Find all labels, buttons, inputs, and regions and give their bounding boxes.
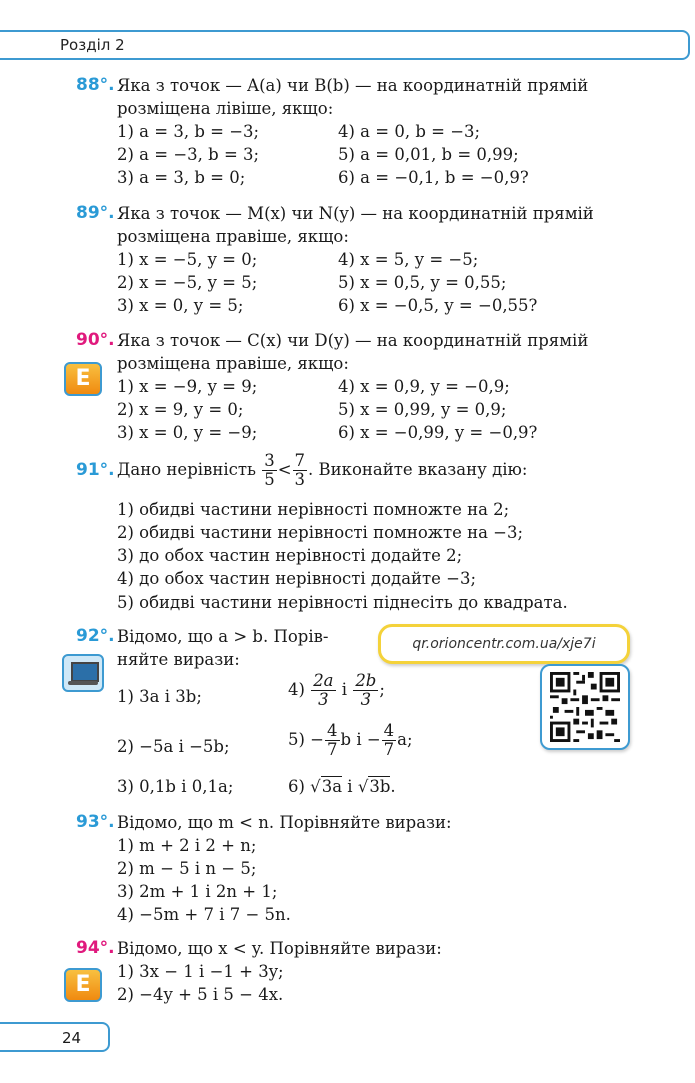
less-than-sign: <	[277, 460, 292, 479]
fraction-numerator: 7	[294, 451, 306, 470]
problem-94-item-1: 1) 3x − 1 і −1 + 3y;	[117, 962, 284, 981]
problem-number-89: 89°.	[76, 203, 115, 223]
problem-90-item-5: 5) x = 0,99, y = 0,9;	[338, 400, 507, 419]
problem-88-item-6: 6) a = −0,1, b = −0,9?	[338, 168, 529, 187]
problem-89-item-6: 6) x = −0,5, y = −0,55?	[338, 296, 538, 315]
item-end: .	[390, 777, 396, 796]
problem-90-intro-2: розміщена правіше, якщо:	[117, 354, 349, 373]
fraction-7-3	[293, 452, 308, 489]
problem-89-item-5: 5) x = 0,5, y = 0,55;	[338, 273, 507, 292]
item-end: ;	[379, 680, 385, 699]
problem-93-item-3: 3) 2m + 1 і 2n + 1;	[117, 882, 278, 901]
qr-code-icon	[549, 672, 621, 742]
item-end: a;	[397, 730, 413, 749]
problem-92-item-1: 1) 3a і 3b;	[117, 687, 202, 706]
problem-94-intro: Відомо, що x < y. Порівняйте вирази:	[117, 939, 442, 958]
fraction-4-7	[382, 722, 397, 759]
conjunction-text: і	[341, 680, 348, 699]
problem-92-intro-1: Відомо, що a > b. Порів-	[117, 627, 329, 646]
fraction-2b-3	[353, 672, 378, 709]
item-middle: і √	[342, 777, 369, 796]
problem-number-92: 92°.	[76, 626, 115, 646]
problem-92-item-3: 3) 0,1b і 0,1a;	[117, 777, 234, 796]
problem-number-88: 88°.	[76, 75, 115, 95]
problem-91-item-1: 1) обидві частини нерівності помножте на 2;	[117, 500, 510, 519]
fraction-numerator: 4	[327, 721, 338, 740]
fraction-denominator: 7	[327, 740, 338, 759]
problem-91-item-4: 4) до обох частин нерівності додайте −3;	[117, 569, 477, 588]
problem-89-item-1: 1) x = −5, y = 0;	[117, 250, 258, 269]
fraction-denominator: 5	[264, 470, 275, 489]
fraction-3-5	[262, 452, 277, 489]
problem-93-intro: Відомо, що m < n. Порівняйте вирази:	[117, 813, 452, 832]
problem-93-item-1: 1) m + 2 і 2 + n;	[117, 836, 257, 855]
problem-88-item-2: 2) a = −3, b = 3;	[117, 145, 260, 164]
problem-90-item-6: 6) x = −0,99, y = −0,9?	[338, 423, 538, 442]
problem-89-item-3: 3) x = 0, y = 5;	[117, 296, 244, 315]
fraction-4-7	[325, 722, 340, 759]
problem-91-item-3: 3) до обох частин нерівності додайте 2;	[117, 546, 463, 565]
problem-92-item-5	[288, 722, 413, 759]
problem-91-item-5: 5) обидві частини нерівності піднесіть до квадрата.	[117, 593, 568, 612]
exercise-e-badge: E	[64, 968, 102, 1002]
problem-90-item-1: 1) x = −9, y = 9;	[117, 377, 258, 396]
problem-91-item-2: 2) обидві частини нерівності помножте на −3;	[117, 523, 524, 542]
fraction-denominator: 3	[318, 690, 329, 709]
problem-number-94: 94°.	[76, 938, 115, 958]
problem-92-intro-2: няйте вирази:	[117, 650, 240, 669]
problem-93-item-2: 2) m − 5 і n − 5;	[117, 859, 257, 878]
problem-89-item-4: 4) x = 5, y = −5;	[338, 250, 479, 269]
problem-91-intro-b: . Виконайте вказану дію:	[308, 460, 528, 479]
problem-90-item-2: 2) x = 9, y = 0;	[117, 400, 244, 419]
fraction-2a-3	[311, 672, 335, 709]
fraction-denominator: 3	[294, 470, 306, 489]
item-label: 5) −	[288, 730, 325, 749]
problem-91-intro-a: Дано нерівність	[117, 460, 256, 479]
fraction-denominator: 3	[360, 690, 372, 709]
item-label: 6) √	[288, 777, 321, 796]
section-header	[0, 30, 690, 60]
fraction-numerator: 2a	[313, 671, 334, 690]
problem-88-item-3: 3) a = 3, b = 0;	[117, 168, 246, 187]
problem-number-93: 93°.	[76, 812, 115, 832]
fraction-numerator: 2b	[355, 671, 377, 690]
qr-link[interactable]: qr.orioncentr.com.ua/xje7i	[378, 624, 630, 664]
problem-93-item-4: 4) −5m + 7 і 7 − 5n.	[117, 905, 291, 924]
problem-92-item-6	[288, 777, 396, 797]
problem-90-item-3: 3) x = 0, y = −9;	[117, 423, 258, 442]
problem-89-intro-1: Яка з точок — M(x) чи N(y) — на координатній прямій	[117, 204, 594, 223]
problem-89-intro-2: розміщена правіше, якщо:	[117, 227, 349, 246]
problem-number-91: 91°.	[76, 460, 115, 480]
problem-88-intro-2: розміщена лівіше, якщо:	[117, 99, 334, 118]
item-label: 4)	[288, 680, 305, 699]
problem-number-90: 90°.	[76, 330, 115, 350]
problem-91-intro	[117, 452, 527, 489]
exercise-e-badge: E	[64, 362, 102, 396]
radicand: 3a	[321, 777, 343, 796]
problem-92-item-2: 2) −5a і −5b;	[117, 737, 230, 756]
page-number-footer	[0, 1022, 110, 1052]
fraction-denominator: 7	[383, 740, 395, 759]
problem-90-item-4: 4) x = 0,9, y = −0,9;	[338, 377, 510, 396]
radicand: 3b	[369, 777, 391, 796]
problem-88-intro-1: Яка з точок — A(a) чи B(b) — на координатній прямій	[117, 76, 589, 95]
problem-88-item-5: 5) a = 0,01, b = 0,99;	[338, 145, 519, 164]
fraction-numerator: 3	[264, 451, 275, 470]
problem-88-item-4: 4) a = 0, b = −3;	[338, 122, 481, 141]
qr-code[interactable]	[540, 664, 630, 750]
problem-92-item-4	[288, 672, 385, 709]
page-number: 24	[62, 1029, 82, 1047]
problem-89-item-2: 2) x = −5, y = 5;	[117, 273, 258, 292]
computer-icon	[62, 654, 104, 692]
problem-94-item-2: 2) −4y + 5 і 5 − 4x.	[117, 985, 284, 1004]
fraction-numerator: 4	[383, 721, 395, 740]
problem-90-intro-1: Яка з точок — C(x) чи D(y) — на координатній прямій	[117, 331, 589, 350]
problem-88-item-1: 1) a = 3, b = −3;	[117, 122, 260, 141]
item-middle: b і −	[340, 730, 381, 749]
section-title: Розділ 2	[60, 36, 125, 54]
